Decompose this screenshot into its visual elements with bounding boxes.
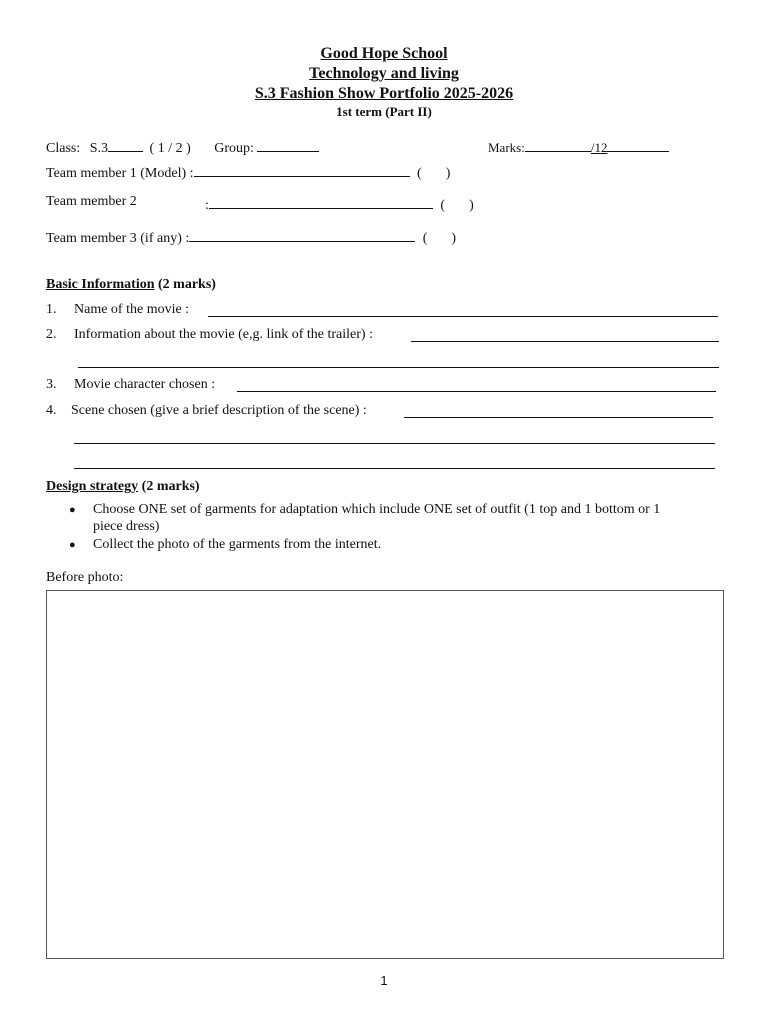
group-label: Group: [214,141,254,156]
team-member-2-field [205,194,474,215]
team-member-3-blank[interactable] [189,227,415,242]
group-blank[interactable] [257,137,319,152]
class-options: ( 1 / 2 ) [149,141,191,156]
question-2-text: Information about the movie (e,g. link of the trailer) : [74,327,373,342]
class-no-open: ( [440,198,446,213]
marks-row [488,137,669,156]
team-member-1-label: Team member 1 (Model) : [46,166,194,181]
answer-2-line-2[interactable] [78,367,719,368]
answer-1-line[interactable] [208,316,718,317]
question-2-number: 2. [46,327,57,342]
question-1-text: Name of the movie : [74,302,190,317]
team-member-2-blank[interactable] [209,194,433,209]
team-member-2-row [46,194,137,211]
design-strategy-marks: (2 marks) [141,479,200,494]
question-3 [46,377,215,394]
before-photo-label: Before photo: [46,570,124,585]
question-2 [46,327,373,344]
class-no-close: ) [469,198,474,213]
page-number: 1 [380,973,388,988]
class-no-close: ) [445,166,451,181]
question-4 [46,403,367,420]
team-member-2-colon: : [205,198,209,213]
design-bullet-1: Choose ONE set of garments for adaptation which include ONE set of outfit (1 top and 1 bottom or 1 [93,502,661,517]
bullet-icon: ● [69,539,76,551]
answer-2-line[interactable] [411,341,719,342]
marks-label: Marks: [488,140,525,155]
marks-total: /12 [590,140,608,155]
term-subtitle: 1st term (Part II) [336,104,432,119]
school-name: Good Hope School [320,45,448,62]
question-1 [46,302,189,319]
answer-4-line-3[interactable] [74,468,715,469]
question-3-number: 3. [46,377,57,392]
portfolio-title: S.3 Fashion Show Portfolio 2025-2026 [254,85,514,102]
class-value: S.3 [89,141,109,156]
marks-blank[interactable] [525,137,591,152]
team-member-2-label: Team member 2 [46,194,137,209]
marks-blank-end [607,137,669,152]
design-strategy-heading [46,479,200,496]
basic-info-marks: (2 marks) [158,277,216,292]
team-member-1-row [46,162,450,183]
class-no-close: ) [451,231,457,246]
answer-4-line-2[interactable] [74,443,715,444]
question-3-text: Movie character chosen : [74,377,216,392]
question-1-number: 1. [46,302,57,317]
design-strategy-title: Design strategy [46,479,139,494]
team-member-1-blank[interactable] [194,162,410,177]
class-label: Class: [46,141,81,156]
question-4-text: Scene chosen (give a brief description of the scene) : [71,403,367,418]
question-4-number: 4. [46,403,57,418]
answer-3-line[interactable] [237,391,716,392]
class-no-open: ( [417,166,422,181]
before-photo-box[interactable] [46,590,724,959]
class-blank[interactable] [108,137,143,152]
design-bullet-1-continued: piece dress) [93,519,160,534]
bullet-icon: ● [69,504,76,516]
basic-info-title: Basic Information [46,277,155,292]
answer-4-line[interactable] [404,417,713,418]
design-bullet-2: Collect the photo of the garments from the internet. [93,537,382,552]
team-member-3-label: Team member 3 (if any) : [46,231,190,246]
subject-title: Technology and living [309,65,459,82]
class-row [46,137,319,158]
basic-info-heading [46,277,216,294]
team-member-3-row [46,227,456,248]
class-no-open: ( [422,231,428,246]
